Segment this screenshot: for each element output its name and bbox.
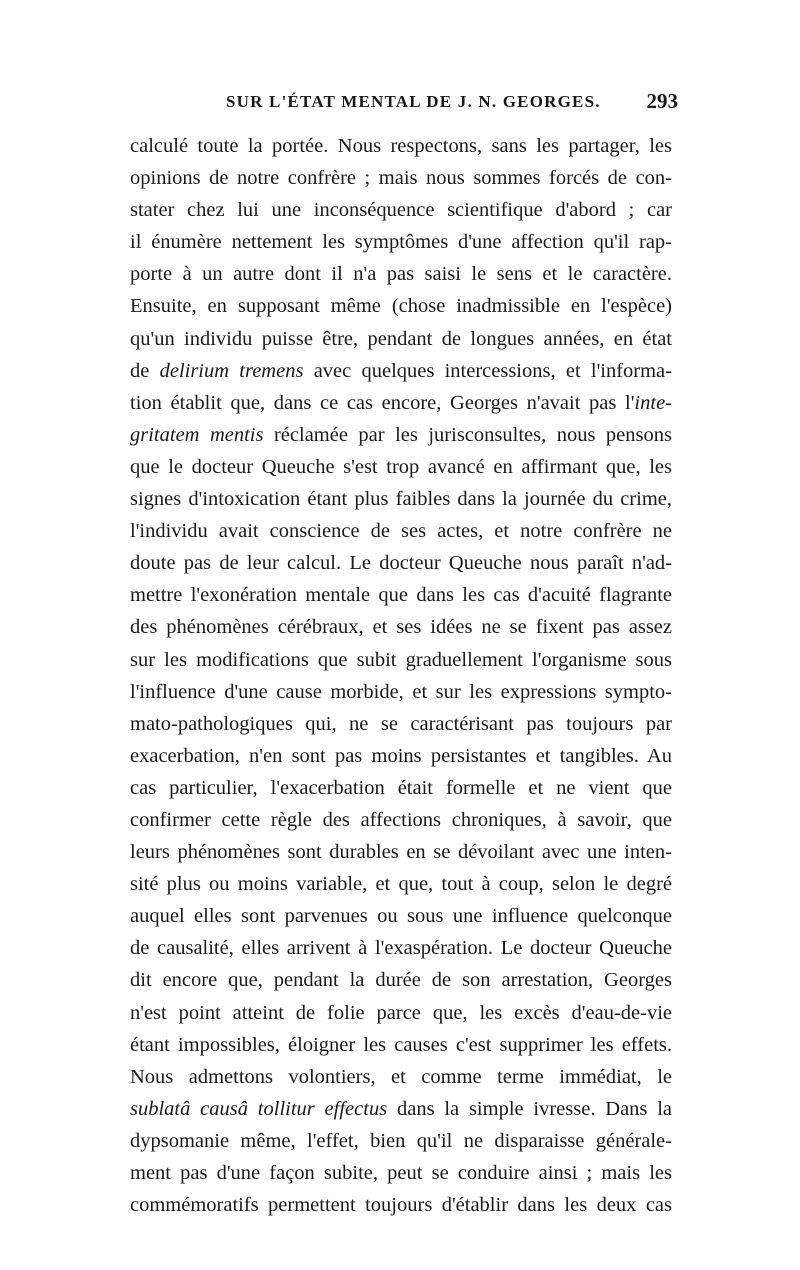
text-line [130, 451, 672, 483]
text-run: mettre l'exonération mentale que dans les cas d'acuité flagrante [130, 584, 672, 607]
text-run: tion établit que, dans ce cas encore, Georges n'avait pas l' [130, 391, 635, 414]
text-run: sité plus ou moins variable, et que, tout à coup, selon le degré [130, 873, 672, 896]
text-line [130, 1125, 672, 1157]
text-line [130, 226, 672, 258]
text-line [130, 483, 672, 515]
text-run: stater chez lui une inconséquence scientifique d'abord ; car [130, 199, 672, 222]
text-line [130, 611, 672, 643]
text-run: signes d'intoxication étant plus faibles dans la journée du crime, [130, 488, 672, 511]
text-line [130, 836, 672, 868]
text-line [130, 323, 672, 355]
text-line [130, 1189, 672, 1221]
text-run: ment pas d'une façon subite, peut se conduire ainsi ; mais les [130, 1162, 672, 1184]
text-line [130, 515, 672, 547]
text-line [130, 868, 672, 900]
text-run: opinions de notre confrère ; mais nous sommes forcés de con- [130, 167, 672, 190]
text-run: de [130, 359, 160, 382]
italic-text-run: gritatem mentis [130, 423, 264, 446]
text-run: confirmer cette règle des affections chroniques, à savoir, que [130, 808, 672, 831]
text-line [130, 932, 672, 964]
text-run: commémoratifs permettent toujours d'établir dans les deux cas [130, 1194, 672, 1217]
text-line [130, 547, 672, 579]
text-line [130, 258, 672, 290]
running-title: SUR L'ÉTAT MENTAL DE J. N. GEORGES. [226, 92, 601, 111]
running-header [130, 89, 678, 118]
text-run: dit encore que, pendant la durée de son arrestation, Georges [130, 969, 672, 992]
text-line [130, 1061, 672, 1093]
text-run: auquel elles sont parvenues ou sous une influence quelconque [130, 905, 672, 928]
text-run: qu'un individu puisse être, pendant de longues années, en état [130, 327, 672, 350]
text-line [130, 900, 672, 932]
text-run: doute pas de leur calcul. Le docteur Queuche nous paraît n'ad- [130, 552, 672, 575]
text-run: l'influence d'une cause morbide, et sur les expressions sympto- [130, 680, 672, 703]
text-run: n'est point atteint de folie parce que, les excès d'eau-de-vie [130, 1001, 672, 1024]
text-run: calculé toute la portée. Nous respectons, sans les partager, les [130, 135, 672, 157]
text-line [130, 194, 672, 226]
text-line [130, 804, 672, 836]
text-line [130, 130, 672, 162]
text-run: cas particulier, l'exacerbation était formelle et ne vient que [130, 776, 672, 799]
text-run: il énumère nettement les symptômes d'une affection qu'il rap- [130, 231, 672, 254]
text-line [130, 1093, 672, 1125]
body-text [130, 130, 672, 1221]
italic-text-run: inte- [634, 391, 672, 414]
text-line [130, 579, 672, 611]
text-run: porte à un autre dont il n'a pas saisi le sens et le caractère. [130, 263, 672, 286]
italic-text-run: sublatâ causâ tollitur effectus [130, 1097, 388, 1120]
text-line [130, 740, 672, 772]
italic-text-run: delirium tremens [159, 359, 304, 382]
page-number: 293 [646, 89, 678, 113]
text-line [130, 162, 672, 194]
text-line [130, 290, 672, 322]
text-run: Ensuite, en supposant même (chose inadmissible en l'espèce) [130, 295, 672, 318]
text-run: dypsomanie même, l'effet, bien qu'il ne disparaisse générale- [130, 1129, 672, 1152]
text-run: l'individu avait conscience de ses actes, et notre confrère ne [130, 520, 672, 543]
text-line [130, 708, 672, 740]
text-run: des phénomènes cérébraux, et ses idées ne se fixent pas assez [130, 616, 672, 639]
text-line [130, 997, 672, 1029]
text-run: que le docteur Queuche s'est trop avancé en affirmant que, les [130, 455, 672, 478]
text-line [130, 1157, 672, 1189]
text-run: sur les modifications que subit graduellement l'organisme sous [130, 648, 672, 671]
text-line [130, 1029, 672, 1061]
text-run: leurs phénomènes sont durables en se dévoilant avec une inten- [130, 841, 672, 864]
text-run: mato-pathologiques qui, ne se caractérisant pas toujours par [130, 712, 672, 735]
text-run: exacerbation, n'en sont pas moins persistantes et tangibles. Au [130, 744, 672, 767]
text-line [130, 644, 672, 676]
text-run: Nous admettons volontiers, et comme terme immédiat, le [130, 1065, 672, 1088]
text-run: étant impossibles, éloigner les causes c'est supprimer les effets. [130, 1033, 672, 1056]
text-line [130, 772, 672, 804]
text-line [130, 387, 672, 419]
text-run: réclamée par les jurisconsultes, nous pensons [263, 423, 672, 446]
text-line [130, 419, 672, 451]
text-run: de causalité, elles arrivent à l'exaspération. Le docteur Queuche [130, 937, 672, 960]
text-run: dans la simple ivresse. Dans la [387, 1097, 672, 1120]
text-line [130, 964, 672, 996]
text-line [130, 355, 672, 387]
text-line [130, 676, 672, 708]
text-run: avec quelques intercessions, et l'informa- [303, 359, 672, 382]
